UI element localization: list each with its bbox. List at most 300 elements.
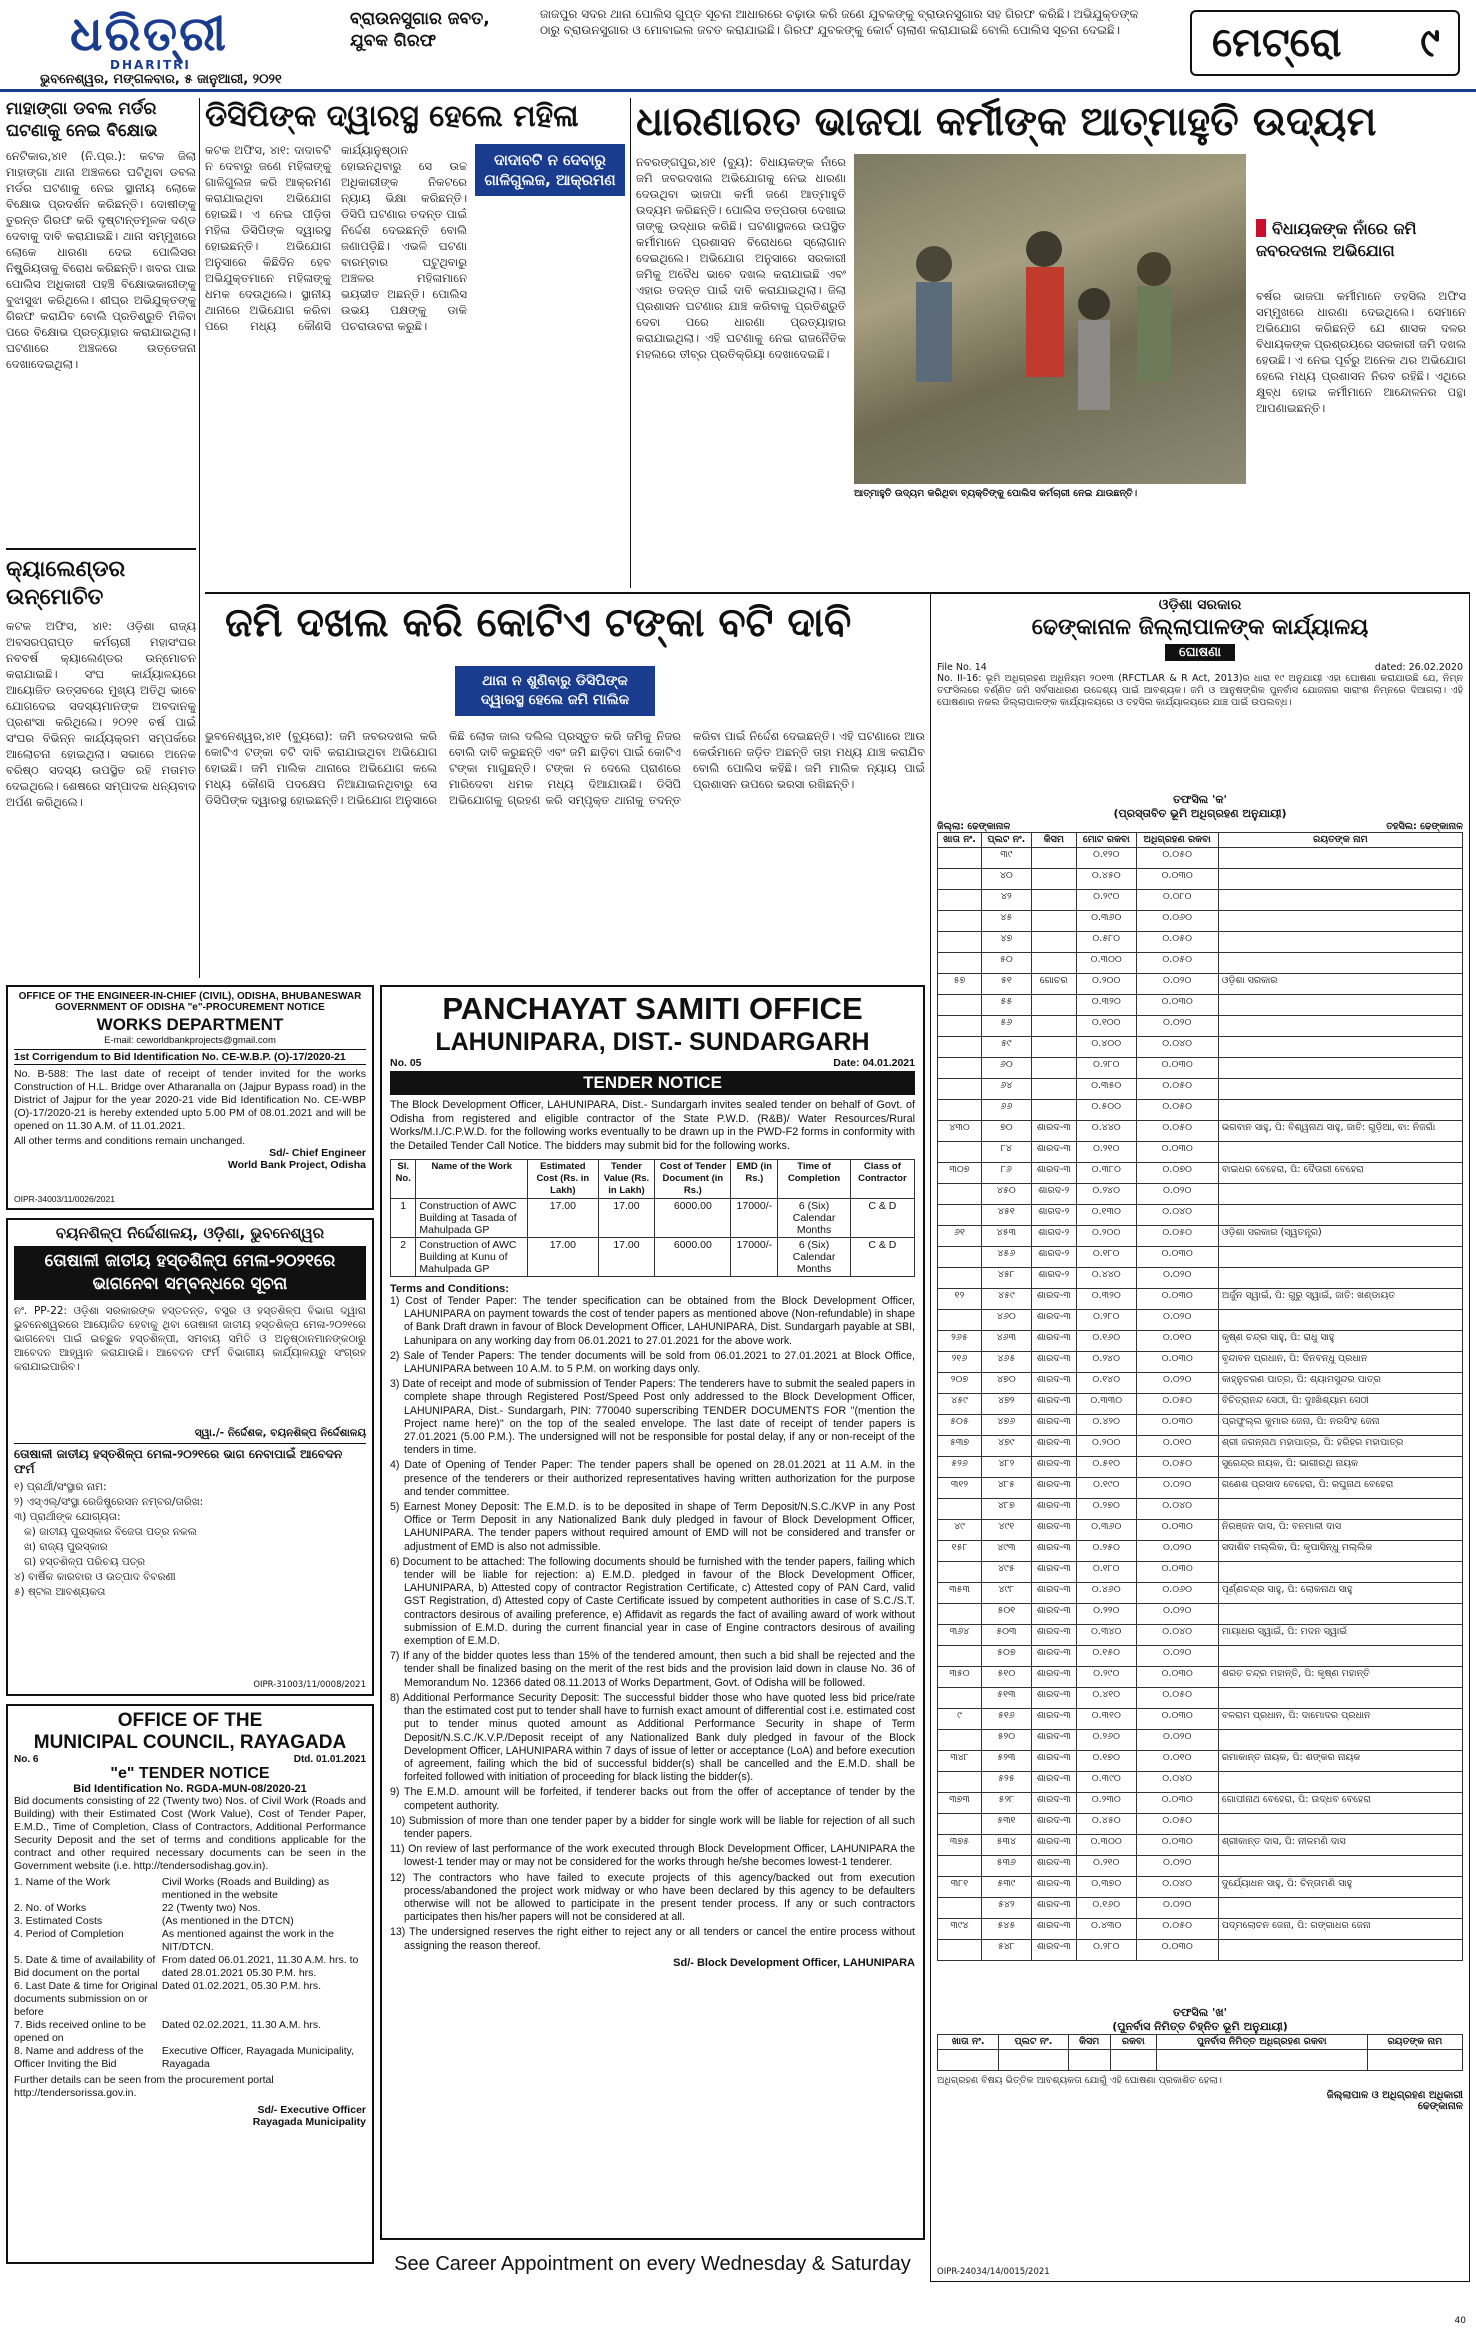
table-cell: ୦.୨୩୦: [1076, 1793, 1136, 1814]
term-item: 13) The undersigned reserves the right either to reject any or all tenders or cancel the entire process without assigning the reason thereof.: [390, 1926, 915, 1952]
handloom-title: ତୋଷାଳୀ ଜାତୀୟ ହସ୍ତଶିଳ୍ପ ମେଳା-୨୦୨୧ରେ ଭାଗନେବା ସମ୍ବନ୍ଧରେ ସୂଚନା: [14, 1246, 366, 1300]
table-cell: [938, 2050, 999, 2071]
table-cell: ୦.୨୦୦: [1076, 1226, 1136, 1247]
table-cell: [1218, 1184, 1462, 1205]
photo-caption: ଆତ୍ମାହୁତି ଉଦ୍ୟମ କରିଥିବା ବ୍ୟକ୍ତିଙ୍କୁ ପୋଲିସ କର୍ମଚାରୀ ନେଇ ଯାଉଛନ୍ତି।: [854, 488, 1138, 499]
table-cell: ୦.୧୦୦: [1076, 1016, 1136, 1037]
table-cell: ୦.୨୬୦: [1076, 1730, 1136, 1751]
table-row: [938, 1919, 1463, 1940]
table-cell: ୦.୦୩୦: [1136, 1289, 1218, 1310]
table-cell: ୦.୦୩୦: [1136, 1247, 1218, 1268]
handloom-oipr: OIPR-31003/11/0008/2021: [253, 1680, 366, 1690]
table-cell: ୪୫୦: [982, 1184, 1032, 1205]
table-row: [938, 848, 1463, 869]
dateline: ଭୁବନେଶ୍ୱର, ମଙ୍ଗଳବାର, ୫ ଜାନୁଆରୀ, ୨୦୨୧: [40, 72, 282, 87]
table-cell: ୦.୪୩୦: [1076, 1919, 1136, 1940]
table-cell: [938, 1142, 982, 1163]
table-cell: ଶାରଦ-୩: [1031, 1835, 1076, 1856]
table-cell: ୦.୦୨୦: [1136, 1184, 1218, 1205]
table-row: [938, 1625, 1463, 1646]
table-cell: [938, 1268, 982, 1289]
table-cell: C & D: [850, 1199, 914, 1238]
table-cell: ୦.୩୩୦: [1076, 1394, 1136, 1415]
table-cell: 5. Date & time of availability of Bid document on the portal: [14, 1954, 156, 1979]
table-row: [938, 1142, 1463, 1163]
table-cell: ୪୯୩: [982, 1541, 1032, 1562]
table-cell: [1110, 2050, 1156, 2071]
form-item: ୪) ବାର୍ଷିକ କାରବାର ଓ ଉତ୍ପାଦ ବିବରଣୀ: [14, 1571, 176, 1583]
dhenkanal-ghosana: ଘୋଷଣା: [1165, 644, 1235, 661]
table-cell: ୫୨୮: [982, 1793, 1032, 1814]
works-corrigendum: 1st Corrigendum to Bid Identification No. CE-W.B.P. (O)-17/2020-21: [14, 1049, 366, 1065]
table-cell: ୦.୦୩୦: [1136, 1142, 1218, 1163]
table-cell: ୫୬: [982, 1016, 1032, 1037]
dhenkanal-dated: dated: 26.02.2020: [1374, 662, 1463, 673]
table-cell: ଶାରଦ-୨: [1031, 1247, 1076, 1268]
table-row: [14, 2045, 366, 2071]
panchayat-ref: [390, 1057, 915, 1069]
table-cell: ମାୟାଧର ସ୍ୱାଇଁ, ପି: ମଦନ ସ୍ୱାଇଁ: [1218, 1625, 1462, 1646]
table-cell: ୨୦୭: [938, 1373, 982, 1394]
table-cell: ୦.୧୬୦: [1076, 1898, 1136, 1919]
table-cell: ଶାରଦ-୩: [1031, 1478, 1076, 1499]
municipal-date: Dtd. 01.01.2021: [293, 1754, 366, 1765]
table-cell: ବାଇଧର ବେହେରା, ପି: ଦୈତାରୀ ବେହେରା: [1218, 1163, 1462, 1184]
table-cell: ୦.୦୪୦: [1136, 1877, 1218, 1898]
table-cell: [938, 953, 982, 974]
table-cell: ଓଡ଼ିଶା ସରକାର: [1218, 974, 1462, 995]
table-cell: ୦.୨୯୦: [1076, 890, 1136, 911]
table-cell: ୧୨: [938, 1289, 982, 1310]
section-label: [1190, 10, 1460, 76]
table-row: [938, 1667, 1463, 1688]
story-dcp-body: କଟକ ଅଫିସ, ୪ା୧: ଦାଦାବଟି ନ ଦେବାରୁ ଜଣେ ମହିଳାଙ୍କୁ ଗାଳିଗୁଲଜ କରି ଆକ୍ରମଣ କରାଯାଇଥିବା ଅଭିଯୋଗ ହୋଇଛି। ଏ ନେଇ ପୀଡ଼ିତା ମହିଳା ଡିସିପିଙ୍କ ଦ୍ୱାରସ୍ଥ ହୋଇଛନ୍ତି। ଅଭିଯୋଗ ଅନୁସାରେ କିଛିଦିନ ହେବ ଅଭିଯୁକ୍ତମାନେ ମହିଳାଙ୍କୁ ଧମକ ଦେଉଥିଲେ। ସ୍ଥାନୀୟ ଥାନାରେ ଅଭିଯୋଗ କରିବା ପରେ ମଧ୍ୟ କୌଣସି କାର୍ଯ୍ୟାନୁଷ୍ଠାନ ହୋଇନଥିବାରୁ ସେ ଉଚ୍ଚ ଅଧିକାରୀଙ୍କ ନିକଟରେ ନ୍ୟାୟ ଭିକ୍ଷା କରିଛନ୍ତି। ଡିସିପି ଘଟଣାର ତଦନ୍ତ ପାଇଁ ନିର୍ଦ୍ଦେଶ ଦେଇଛନ୍ତି ବୋଲି ଜଣାପଡ଼ିଛି। ଏଭଳି ଘଟଣା ବାରମ୍ବାର ଘଟୁଥିବାରୁ ଅଞ୍ଚଳର ମହିଳାମାନେ ଭୟଭୀତ ଅଛନ୍ତି। ପୋଲିସ ଉଭୟ ପକ୍ଷଙ୍କୁ ଡାକି ପଚରାଉଚରା କରୁଛି।: [205, 143, 467, 333]
form-item: ୧) ପ୍ରାର୍ଥୀ/ସଂସ୍ଥାର ନାମ:: [14, 1481, 107, 1493]
municipal-no: No. 6: [14, 1754, 39, 1765]
table-cell: ୦.୦୨୦: [1136, 974, 1218, 995]
table-cell: [1031, 890, 1076, 911]
table-cell: ଶାରଦ-୩: [1031, 1562, 1076, 1583]
table-cell: ୦.୦୨୦: [1136, 1310, 1218, 1331]
dhenkanal-district: ଜିଲ୍ଲା: ଢେଙ୍କାନାଳ: [937, 821, 1011, 832]
table-row: [938, 1814, 1463, 1835]
table-cell: ୦.୩୭୦: [1076, 1877, 1136, 1898]
table-cell: [1218, 995, 1462, 1016]
table-cell: ୪୫୯: [938, 1394, 982, 1415]
print-registration-bar: [0, 2300, 1476, 2339]
table-cell: ୦.୨୮୦: [1076, 1310, 1136, 1331]
table-row: [938, 1058, 1463, 1079]
story-bjp-photo: [854, 154, 1246, 484]
municipal-title1: OFFICE OF THE: [117, 1710, 263, 1731]
table-cell: ୦.୩୪୦: [1076, 1625, 1136, 1646]
works-sign1: Sd/- Chief Engineer: [269, 1147, 366, 1159]
table-cell: 17.00: [598, 1238, 655, 1277]
table-cell: [938, 1814, 982, 1835]
table-cell: ୦.୦୨୦: [1136, 1478, 1218, 1499]
dhenkanal-tafasil-b: ତଫସିଲ 'ଖ': [1173, 2006, 1227, 2019]
table-cell: ୩୯୪: [938, 1919, 982, 1940]
table-row: [938, 1457, 1463, 1478]
table-cell: ୦.୪୪୦: [1076, 1268, 1136, 1289]
table-row: [938, 1520, 1463, 1541]
table-cell: ୫୦୩: [982, 1625, 1032, 1646]
table-cell: ୪୮୭: [982, 1499, 1032, 1520]
story-bjp-body: ନବରଙ୍ଗପୁର,୪ା୧ (ବ୍ୟୁ): ବିଧାୟକଙ୍କ ନାଁରେ ଜମି ଜବରଦଖଲ ଅଭିଯୋଗକୁ ନେଇ ଧାରଣା ଦେଉଥିବା ଭାଜପା କର୍ମୀ ଜଣେ ଆତ୍ମାହୁତି ଉଦ୍ୟମ କରିଛନ୍ତି। ପୋଲିସ ତତ୍ପରତା ଦେଖାଇ ତାଙ୍କୁ ଉଦ୍ଧାର କରିଛି। ଘଟଣାସ୍ଥଳରେ ଉପସ୍ଥିତ କର୍ମୀମାନେ ପ୍ରଶାସନ ବିରୋଧରେ ସ୍ଲୋଗାନ ଦେଇଥିଲେ। ଅଭିଯୋଗ ଅନୁସାରେ ସରକାରୀ ଜମିକୁ ଅବୈଧ ଭାବେ ଦଖଲ କରାଯାଇଛି ଏବଂ ଏହାର ତଦନ୍ତ ପାଇଁ ଦାବି କରାଯାଇଥିଲା। ଜିଲା ପ୍ରଶାସନ ଘଟଣାର ଯାଞ୍ଚ କରିବାକୁ ପ୍ରତିଶ୍ରୁତି ଦେବା ପରେ ଧାରଣା ପ୍ରତ୍ୟାହାର କରାଯାଇଥିଲା। ଏହି ଘଟଣାକୁ ନେଇ ରାଜନୈତିକ ମହଲରେ ତୀବ୍ର ପ୍ରତିକ୍ରିୟା ଦେଖାଦେଇଛି।: [636, 155, 846, 361]
table-cell: [1218, 1016, 1462, 1037]
table-cell: [938, 995, 982, 1016]
table-cell: ୦.୨୯୦: [1076, 1667, 1136, 1688]
table-cell: ୦.୨୪୦: [1076, 1352, 1136, 1373]
dhenkanal-table-wrap: [937, 832, 1463, 2002]
table-cell: Civil Works (Roads and Building) as mentioned in the website: [161, 1876, 330, 1901]
table-cell: ୫୩୭: [938, 1436, 982, 1457]
term-item: 12) The contractors who have failed to execute projects of this agency/backed out from execution process/abandoned the project work midway or who have been declared by this agency to be defaulters otherwise will not be allowed to participate in the present tender process. If any or such contractors participates then his/her papers will not be considered at all.: [390, 1871, 915, 1924]
table-cell: ଶାରଦ-୩: [1031, 1730, 1076, 1751]
table-cell: ୦.୦୫୦: [1136, 1814, 1218, 1835]
table-cell: ସୁରେନ୍ଦ୍ର ନାୟକ, ପି: ଭାଗୀରଥି ନାୟକ: [1218, 1457, 1462, 1478]
table-cell: ୦.୦୩୦: [1136, 1709, 1218, 1730]
table-row: [938, 1394, 1463, 1415]
table-cell: ୩୭୫: [938, 1835, 982, 1856]
table-cell: ୦.୩୮୦: [1076, 1163, 1136, 1184]
form-item: ୨) ଏସ୍ଏଲ୍/ସଂସ୍ଥା ରେଜିଷ୍ଟ୍ରେସନ ନମ୍ବର/ତାରିଖ:: [14, 1496, 204, 1508]
column-header: ରୟତଙ୍କ ନାମ: [1218, 833, 1462, 848]
table-row: [938, 1310, 1463, 1331]
table-cell: ୦.୦୨୦: [1136, 1898, 1218, 1919]
table-cell: ଶାରଦ-୩: [1031, 1772, 1076, 1793]
table-cell: ୪୮୨: [982, 1457, 1032, 1478]
table-row: [938, 1121, 1463, 1142]
table-row: [938, 890, 1463, 911]
table-cell: 17.00: [528, 1238, 598, 1277]
photo-figures-icon: [854, 154, 1246, 484]
table-cell: [1218, 1940, 1462, 1961]
table-cell: [938, 1310, 982, 1331]
column-header: ଖାତା ନଂ.: [938, 2035, 999, 2050]
table-cell: Dated 02.02.2021, 11.30 A.M. hrs.: [161, 2019, 321, 2031]
table-cell: [938, 1562, 982, 1583]
table-cell: [1218, 1562, 1462, 1583]
table-cell: ୫୩୬: [982, 1856, 1032, 1877]
table-cell: ଶାରଦ-୨: [1031, 1226, 1076, 1247]
table-cell: ଶାରଦ-୩: [1031, 1667, 1076, 1688]
table-cell: ୩୪୮: [938, 1751, 982, 1772]
table-cell: ୦.୦୫୦: [1136, 1226, 1218, 1247]
table-cell: [1068, 2050, 1110, 2071]
municipal-sign2: Rayagada Municipality: [252, 2116, 366, 2128]
table-cell: 6 (Six) Calendar Months: [778, 1199, 850, 1238]
dhenkanal-tahasil: ତହସିଲ: ଢେଙ୍କାନାଳ: [1386, 821, 1463, 832]
side-body: ବର୍ଷର ଭାଜପା କର୍ମୀମାନେ ତହସିଲ ଅଫିସ ସମ୍ମୁଖରେ ଧାରଣା ଦେଇଥିଲେ। ସେମାନେ ଅଭିଯୋଗ କରିଛନ୍ତି ଯେ ଶାସକ ଦଳର ବିଧାୟକଙ୍କ ପ୍ରଶ୍ରୟରେ ସରକାରୀ ଜମି ଦଖଲ ହେଉଛି। ଏ ନେଇ ପୂର୍ବରୁ ଅନେକ ଥର ଅଭିଯୋଗ ହେଲେ ମଧ୍ୟ ପ୍ରଶାସନ ନିରବ ରହିଛି। ଏଥିରେ କ୍ଷୁବ୍ଧ ହୋଇ କର୍ମୀମାନେ ଆନ୍ଦୋଳନର ପନ୍ଥା ଆପଣାଇଛନ୍ତି।: [1256, 289, 1466, 415]
dhenkanal-tafasil-sub: (ପ୍ରସ୍ତାବିତ ଭୂମି ଅଧିଗ୍ରହଣ ଅନୁଯାୟୀ): [1113, 807, 1287, 820]
side-tag: [1256, 218, 1466, 262]
table-cell: ୦.୧୬୦: [1076, 1331, 1136, 1352]
table-cell: [1031, 848, 1076, 869]
table-cell: ୪୨: [982, 890, 1032, 911]
table-cell: [1218, 1268, 1462, 1289]
panchayat-sign: Sd/- Block Development Officer, LAHUNIPARA: [673, 1956, 915, 1969]
table-cell: ଶାରଦ-୩: [1031, 1898, 1076, 1919]
table-cell: ଶ୍ରୀ ଜଗନ୍ନାଥ ମହାପାତ୍ର, ପି: ହରିହର ମହାପାତ୍ର: [1218, 1436, 1462, 1457]
municipal-sign1: Sd/- Executive Officer: [257, 2104, 366, 2116]
table-row: [938, 1646, 1463, 1667]
table-cell: [999, 2050, 1068, 2071]
table-cell: ୬୦: [982, 1058, 1032, 1079]
table-cell: ୫୦୫: [938, 1415, 982, 1436]
table-cell: [1218, 1646, 1462, 1667]
table-cell: ଶାରଦ-୩: [1031, 1142, 1076, 1163]
table-cell: ଶାରଦ-୩: [1031, 1289, 1076, 1310]
table-cell: ଶାରଦ-୩: [1031, 1457, 1076, 1478]
form-item: ୩) ପ୍ରାର୍ଥୀଙ୍କ ଯୋଗ୍ୟତା:: [14, 1511, 121, 1523]
term-item: 11) On review of last performance of the work executed through Block Development Officer, LAHUNIPARA the lowest-1 tender may or may not be considered for the works through he/she becomes lowest-1 tenderer.: [390, 1843, 915, 1869]
table-row: [938, 1730, 1463, 1751]
ad-handloom: [6, 1218, 374, 1696]
table-cell: ୪୬୩: [982, 1331, 1032, 1352]
story-dcp: [205, 98, 625, 588]
teaser-body: ଜାଜପୁର ସଦର ଥାନା ପୋଲିସ ଗୁପ୍ତ ସୂଚନା ଆଧାରରେ ଚଢ଼ାଉ କରି ଜଣେ ଯୁବକଙ୍କୁ ବ୍ରାଉନସୁଗାର ସହ ଗିରଫ କରିଛି। ଅଭିଯୁକ୍ତଙ୍କ ଠାରୁ ବ୍ରାଉନସୁଗାର ଓ ମୋବାଇଲ ଜବତ କରାଯାଇଛି। ଗିରଫ ଯୁବକଙ୍କୁ କୋର୍ଟ ଚାଲାଣ କରାଯାଇଛି ବୋଲି ପୋଲିସ ସୂଚନା ଦେଇଛି।: [540, 7, 1139, 37]
column-header: ପୁନର୍ବାସ ନିମିତ୍ତ ଅଧିଗ୍ରହଣ ରକବା: [1156, 2035, 1367, 2050]
story-bjp-headline: ଧାରଣାରତ ଭାଜପା କର୍ମୀଙ୍କ ଆତ୍ମାହୁତି ଉଦ୍ୟମ: [636, 99, 1377, 145]
table-cell: ୦.୩୯୦: [1076, 1772, 1136, 1793]
table-cell: 4. Period of Completion: [14, 1928, 124, 1940]
table-cell: Construction of AWC Building at Tasada of Mahulpada GP: [416, 1199, 528, 1238]
table-cell: [938, 1184, 982, 1205]
table-cell: ୫୩୧: [982, 1814, 1032, 1835]
table-cell: ଶାରଦ-୩: [1031, 1415, 1076, 1436]
table-cell: ୪୦: [982, 869, 1032, 890]
table-row: [938, 1772, 1463, 1793]
table-cell: [1367, 2050, 1462, 2071]
table-cell: [938, 1898, 982, 1919]
table-cell: ୬୧: [938, 1226, 982, 1247]
table-cell: [1218, 953, 1462, 974]
term-item: 10) Submission of more than one tender paper by a bidder for single work will be liable for rejection of all such tender papers.: [390, 1814, 915, 1840]
table-row: [938, 953, 1463, 974]
table-row: [14, 1954, 366, 1980]
table-cell: ୦.୦୫୦: [1136, 1394, 1218, 1415]
table-cell: ୪୭୯: [982, 1436, 1032, 1457]
table-row: [14, 1902, 366, 1915]
table-row: [391, 1199, 915, 1238]
column-header: Estimated Cost (Rs. in Lakh): [528, 1160, 598, 1199]
table-cell: ୪୫୧: [982, 1205, 1032, 1226]
table-cell: [938, 1688, 982, 1709]
table-cell: ଶାରଦ-୩: [1031, 1625, 1076, 1646]
table-cell: [938, 869, 982, 890]
table-row: [938, 1877, 1463, 1898]
table-cell: ଶାରଦ-୩: [1031, 1373, 1076, 1394]
table-cell: [1218, 1772, 1462, 1793]
table-row: [938, 1898, 1463, 1919]
term-item: 7) If any of the bidder quotes less than 15% of the tendered amount, then such a bid shall be rejected and the tender shall be finalized basing on the merit of the rest bids and the provision laid down in clause No. 36 of Memorandum No. 12366 dated 08.11.2013 of Works Department, Govt. of Odisha will be followed.: [390, 1650, 915, 1689]
table-cell: ବିଚିତ୍ରାନନ୍ଦ ସେଠୀ, ପି: ଦୁଃଖିଶ୍ୟାମ ସେଠୀ: [1218, 1394, 1462, 1415]
table-cell: [938, 890, 982, 911]
column-header: ରୟତଙ୍କ ନାମ: [1367, 2035, 1462, 2050]
column-header: Tender Value (Rs. in Lakh): [598, 1160, 655, 1199]
table-cell: ୦.୧୮୦: [1076, 1247, 1136, 1268]
table-cell: ଶାରଦ-୩: [1031, 1541, 1076, 1562]
column-header: କିସମ: [1068, 2035, 1110, 2050]
handloom-sign: ସ୍ୱା./- ନିର୍ଦ୍ଦେଶକ, ବୟନଶିଳ୍ପ ନିର୍ଦ୍ଦେଶାଳୟ: [194, 1427, 366, 1439]
table-row: [938, 1541, 1463, 1562]
table-cell: [1031, 1037, 1076, 1058]
table-row: [938, 1100, 1463, 1121]
table-cell: ଶାରଦ-୩: [1031, 1688, 1076, 1709]
handloom-body: ନଂ. PP-22: ଓଡ଼ିଶା ସରକାରଙ୍କ ହସ୍ତତନ୍ତ, ବସ୍ତ୍ର ଓ ହସ୍ତଶିଳ୍ପ ବିଭାଗ ଦ୍ୱାରା ଭୁବନେଶ୍ୱରରେ ଆୟୋଜିତ ହେବାକୁ ଥିବା ତୋଷାଳୀ ଜାତୀୟ ହସ୍ତଶିଳ୍ପ ମେଳା-୨୦୨୧ରେ ଭାଗନେବା ପାଇଁ ଇଚ୍ଛୁକ ହସ୍ତଶିଳ୍ପୀ, ସମବାୟ ସମିତି ଓ ଅନୁଷ୍ଠାନମାନଙ୍କଠାରୁ ଆବେଦନ ଆହ୍ୱାନ କରାଯାଉଛି। ଆବେଦନ ଫର୍ମ ବିଭାଗୀୟ କାର୍ଯ୍ୟାଳୟରୁ ସଂଗ୍ରହ କରାଯାଇପାରିବ।: [14, 1305, 366, 1373]
table-row: [938, 1268, 1463, 1289]
table-row: [938, 1331, 1463, 1352]
table-cell: ୦.୦୩୦: [1136, 1520, 1218, 1541]
table-cell: ୩୦୭: [938, 1163, 982, 1184]
table-cell: [1218, 1142, 1462, 1163]
table-cell: ୦.୦୩୦: [1136, 1793, 1218, 1814]
table-cell: ପ୍ରଫୁଲ୍ଲ କୁମାର ଜେନା, ପି: ନରସିଂହ ଜେନା: [1218, 1415, 1462, 1436]
table-cell: ୬୪: [982, 1079, 1032, 1100]
handloom-form-title: ତୋଷାଳୀ ଜାତୀୟ ହସ୍ତଶିଳ୍ପ ମେଳା-୨୦୨୧ରେ ଭାଗ ନେବାପାଇଁ ଆବେଦନ ଫର୍ମ: [14, 1443, 366, 1477]
table-cell: ଶାରଦ-୩: [1031, 1919, 1076, 1940]
table-cell: ୦.୪୫୦: [1076, 869, 1136, 890]
table-header-row: [938, 2035, 1463, 2050]
table-cell: ୪୫୬: [982, 1247, 1032, 1268]
table-cell: [938, 1058, 982, 1079]
table-cell: ୩୭୩: [938, 1793, 982, 1814]
table-cell: ଶାରଦ-୩: [1031, 1520, 1076, 1541]
table-row: [938, 1856, 1463, 1877]
table-cell: ଦୁର୍ଯ୍ୟୋଧନ ସାହୁ, ପି: ଚିନ୍ତାମଣି ସାହୁ: [1218, 1877, 1462, 1898]
table-cell: 17000/-: [731, 1238, 778, 1277]
table-cell: ଓଡ଼ିଶା ସରକାର (ସ୍ୱତନ୍ତ୍ର): [1218, 1226, 1462, 1247]
column-header: କିସମ: [1031, 833, 1076, 848]
table-row: [938, 1205, 1463, 1226]
table-cell: ୦.୦୨୦: [1136, 1604, 1218, 1625]
table-cell: ୦.୦୫୦: [1136, 1121, 1218, 1142]
table-cell: [1218, 869, 1462, 890]
table-cell: ୦.୨୦୦: [1076, 974, 1136, 995]
table-cell: ୦.୦୨୦: [1136, 1373, 1218, 1394]
table-cell: ୦.୦୧୦: [1136, 1331, 1218, 1352]
table-cell: ଶାରଦ-୩: [1031, 1940, 1076, 1961]
story-bjp: [636, 98, 1470, 588]
table-cell: ୮୬: [982, 1163, 1032, 1184]
dhenkanal-table: [937, 832, 1463, 1961]
table-row: [938, 1835, 1463, 1856]
municipal-body: Bid documents consisting of 22 (Twenty two) Nos. of Civil Work (Roads and Building) with their Estimated Cost (Work Value), Cost of Tender Paper, E.M.D., Time of Completion, Class of Contractors, Additional Performance Security Deposit and the set of terms and conditions applicable for the contract and other required necessary documents can be seen in the Government website (i.e. http://tendersodishag.gov.in).: [14, 1795, 366, 1872]
table-row: [938, 1562, 1463, 1583]
table-row: [938, 1079, 1463, 1100]
table-cell: ୦.୨୧୦: [1076, 1856, 1136, 1877]
table-cell: ୦.୦୨୦: [1136, 1856, 1218, 1877]
table-cell: ୦.୪୬୦: [1076, 1583, 1136, 1604]
table-row: [938, 869, 1463, 890]
column-rule: [630, 98, 631, 588]
term-item: 6) Document to be attached: The following documents should be furnished with the tender papers, failing which tender will be liable for rejection: a) E.M.D. pledged in favour of the Block Development Officer, LAHUNIPARA, b) Attested copy of contractor Registration Certificate, c) Attested copy of PAN Card, valid GST Registration, d) Attested copy of Caste Certificate issued by competent authorities in case of S.C./S.T. contractors desirous of availing preference, e) Affidavit as regards the fact of availing award of work without submission of E.M.D. during the current financial year in case of Engine contractors desirous of availing exemption of E.M.D.: [390, 1555, 915, 1648]
table-row: [938, 1247, 1463, 1268]
table-cell: ବଳରାମ ପ୍ରଧାନ, ପି: ଦାମୋଦର ପ୍ରଧାନ: [1218, 1709, 1462, 1730]
table-cell: 6000.00: [655, 1199, 731, 1238]
table-cell: ଶାରଦ-୩: [1031, 1352, 1076, 1373]
table-cell: [938, 1856, 982, 1877]
municipal-title2: MUNICIPAL COUNCIL, RAYAGADA: [33, 1732, 347, 1753]
table-cell: [938, 1247, 982, 1268]
table-cell: ପୂର୍ଣ୍ଣଚନ୍ଦ୍ର ସାହୁ, ପି: ଲୋକନାଥ ସାହୁ: [1218, 1583, 1462, 1604]
dhenkanal-sign1: ଜିଲ୍ଲାପାଳ ଓ ଅଧିଗ୍ରହଣ ଅଧିକାରୀ: [1326, 2090, 1463, 2101]
column-header: ପ୍ଲଟ ନଂ.: [982, 833, 1032, 848]
table-cell: ୫୯: [982, 1037, 1032, 1058]
table-cell: ୫୧୬: [982, 1709, 1032, 1730]
table-cell: ୨୧୬: [938, 1352, 982, 1373]
panchayat-intro: The Block Development Officer, LAHUNIPARA, Dist.- Sundargarh invites sealed tender on behalf of Govt. of Odisha from registered and eligible contractor of the State P.W.D. (R&B)/ Water Resources/Rural Works/M.I./C.P.W.D. for the following works eventually to be drawn up in the PWD-F2 forms in conformity with the Detailed Tender Call Notice. The bidders may submit bid for the following works.: [390, 1099, 915, 1152]
table-row: [938, 1289, 1463, 1310]
table-cell: ୪୭୬: [982, 1415, 1032, 1436]
table-cell: ୪୭: [982, 932, 1032, 953]
table-cell: ୦.୧୭୦: [1076, 1751, 1136, 1772]
section-name: ମେଟ୍ରୋ: [1212, 20, 1342, 66]
table-cell: ଶାରଦ-୩: [1031, 1121, 1076, 1142]
table-cell: ୦.୦୫୦: [1136, 1688, 1218, 1709]
table-cell: [1218, 1205, 1462, 1226]
table-cell: ୩୬୪: [938, 1625, 982, 1646]
table-cell: ୦.୧୯୦: [1076, 1478, 1136, 1499]
table-cell: ୦.୦୭୦: [1136, 1163, 1218, 1184]
table-cell: [1218, 1688, 1462, 1709]
table-cell: [938, 1604, 982, 1625]
table-cell: ଶାରଦ-୨: [1031, 1268, 1076, 1289]
table-cell: ୦.୦୪୦: [1136, 1625, 1218, 1646]
ad-municipal: [6, 1704, 374, 2264]
table-row: [938, 974, 1463, 995]
term-item: 8) Additional Performance Security Deposit: The successful bidder those who have quoted less bid price/rate than the estimated cost put to tender shall have to furnish exact amount of differential cost i.e. estimated cost put to tender minus quoted amount as Additional Performance Security in shape of Term Deposit/N.S.C./K.V.P./Deposit receipt of any Nationalized Bank duly pledged in favour of the Block Development Officer, LAHUNIPARA within 7 days of issue of letter or acceptance (LoA) and before execution of agreement, failing which the bid of successful bidder(s) shall be cancelled and the E.M.D. shall be forfeited followed with initiation of proceeding for black listing the bidder(s).: [390, 1691, 915, 1784]
table-row: [938, 1709, 1463, 1730]
table-cell: Dated 01.02.2021, 05.30 P.M. hrs.: [161, 1980, 321, 1992]
table-cell: ୦.୩୫୦: [1076, 1079, 1136, 1100]
table-cell: ଶାରଦ-୩: [1031, 1331, 1076, 1352]
table-cell: 2: [391, 1238, 416, 1277]
story-land: [205, 598, 925, 978]
table-cell: ଶ୍ରୀକାନ୍ତ ଦାସ, ପି: ନୀଳମଣି ଦାସ: [1218, 1835, 1462, 1856]
table-row: [938, 1373, 1463, 1394]
table-cell: [1031, 932, 1076, 953]
table-cell: [1218, 1856, 1462, 1877]
table-cell: ୦.୦୨୦: [1136, 1016, 1218, 1037]
table-cell: ୪୯୫: [982, 1562, 1032, 1583]
table-cell: ୪୫୮: [982, 1268, 1032, 1289]
table-cell: ୩୧୨: [938, 1478, 982, 1499]
table-cell: ୫୦୭: [982, 1646, 1032, 1667]
table-row: [938, 1226, 1463, 1247]
table-row: [14, 2019, 366, 2045]
table-cell: [1218, 848, 1462, 869]
table-header-row: [938, 833, 1463, 848]
column-header: ଅଧିଗ୍ରହଣ ରକବା: [1136, 833, 1218, 848]
table-cell: ୦.୦୫୦: [1136, 848, 1218, 869]
table-cell: ୦.୦୫୦: [1136, 1079, 1218, 1100]
table-cell: [938, 1205, 982, 1226]
table-cell: ୫୧: [982, 974, 1032, 995]
table-cell: [1218, 1037, 1462, 1058]
table-row: [14, 1928, 366, 1954]
side-tag-text: ବିଧାୟକଙ୍କ ନାଁରେ ଜମି ଜବରଦଖଲ ଅଭିଯୋଗ: [1256, 219, 1417, 260]
table-cell: [938, 1037, 982, 1058]
table-cell: ୮୪: [982, 1142, 1032, 1163]
table-cell: ୫୭: [938, 974, 982, 995]
table-cell: ୦.୦୩୦: [1136, 1352, 1218, 1373]
table-cell: Construction of AWC Building at Kunu of Mahulpada GP: [416, 1238, 528, 1277]
table-cell: [1218, 1310, 1462, 1331]
table-cell: ୦.୦୨୦: [1136, 1646, 1218, 1667]
table-row: [938, 1478, 1463, 1499]
